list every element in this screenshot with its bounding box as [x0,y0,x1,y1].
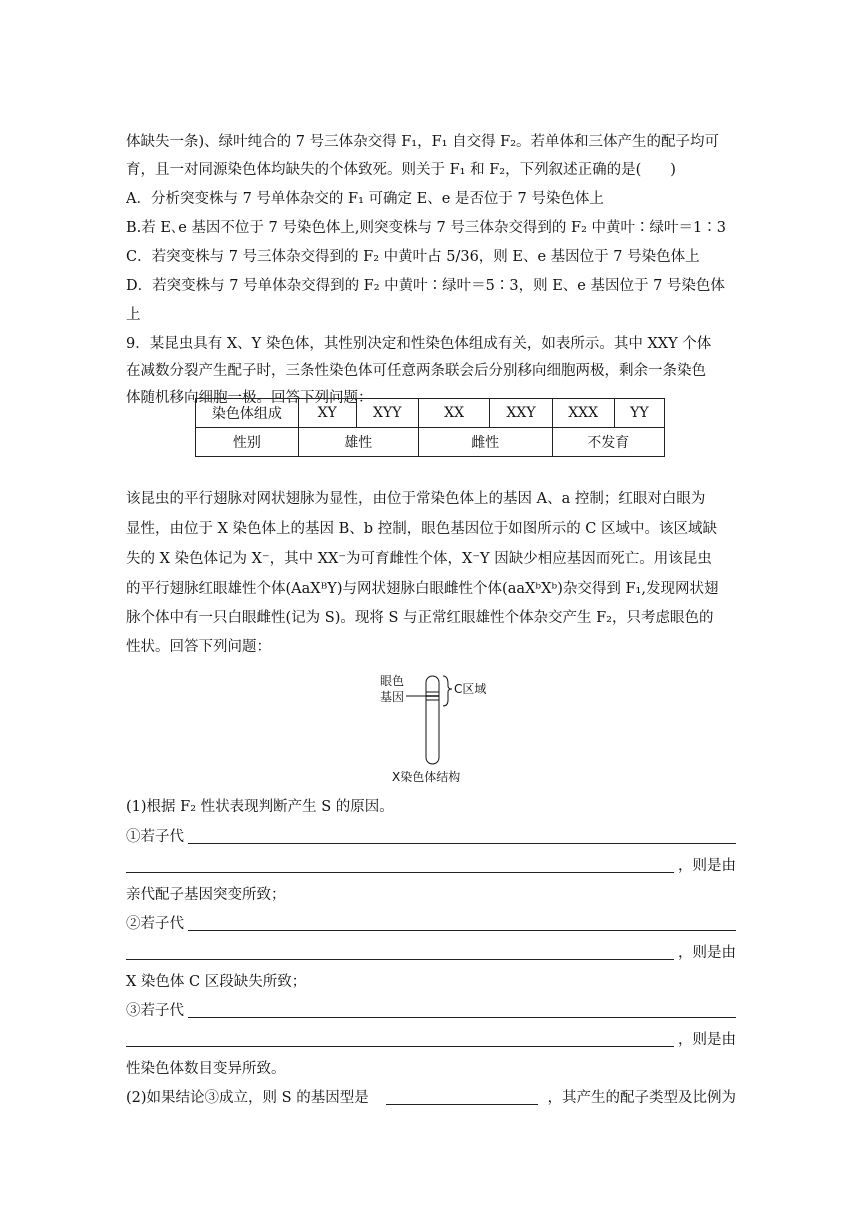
answer-line-2-cont [126,940,736,966]
answer-tail: ，则是由 [678,858,736,874]
answer-lead: ③若子代 [126,1003,184,1019]
answer-blank[interactable] [126,959,674,960]
option-a: A．分析突变株与 7 号单体杂交的 F₁ 可确定 E、e 是否位于 7 号染色体上 [126,191,604,207]
table-cell: YY [614,399,664,428]
intro-line: 体缺失一条)、绿叶纯合的 7 号三体杂交得 F₁，F₁ 自交得 F₂。若单体和三体产生的配子均可 [126,134,720,150]
genotype-blank[interactable] [386,1104,538,1105]
chromosome-table [195,398,665,457]
diagram-caption: X染色体结构 [392,770,461,784]
gene-label-line2: 基因 [380,690,405,704]
table-cell: XX [418,399,490,428]
option-d-continued: 上 [126,307,141,323]
question-9-line: 在减数分裂产生配子时，三条性染色体可任意两条联会后分别移向细胞两极，剩余一条染色 [126,363,706,379]
answer-line-3-cont [126,1027,736,1053]
answer-blank[interactable] [188,930,736,931]
table-cell: 雌性 [418,428,552,457]
answer-conclusion: X 染色体 C 区段缺失所致； [126,974,307,990]
table-header-label: 染色体组成 [196,399,299,428]
answer-conclusion: 性染色体数目变异所致。 [126,1061,286,1077]
gene-label-line1: 眼色 [380,674,405,688]
answer-lead: ②若子代 [126,916,184,932]
table-cell: XXY [490,399,552,428]
table-cell: 不发育 [552,428,664,457]
table-cell: 雄性 [298,428,418,457]
region-brace-icon [443,676,452,706]
chromosome-body [426,676,439,764]
paragraph-line: 性状。回答下列问题： [126,639,271,655]
sub2-tail: ，其产生的配子类型及比例为 [547,1090,736,1106]
answer-blank[interactable] [188,843,736,844]
paragraph-line: 脉个体中有一只白眼雌性(记为 S)。现将 S 与正常红眼雄性个体杂交产生 F₂，只考虑眼色的 [126,610,714,626]
sub1-prompt: (1)根据 F₂ 性状表现判断产生 S 的原因。 [126,799,394,815]
table-cell: XXX [552,399,614,428]
paragraph-line: 显性，由位于 X 染色体上的基因 B、b 控制，眼色基因位于如图所示的 C 区域中。该区域缺 [126,521,718,537]
table-row-label: 性别 [196,428,299,457]
option-b: B.若 E､e 基因不位于 7 号染色体上,则突变株与 7 号三体杂交得到的 F₂ 中黄叶∶绿叶＝1∶3 [126,220,726,236]
answer-line-2 [126,911,736,937]
table-row [196,428,665,457]
table-cell: XYY [356,399,418,428]
paragraph-line: 失的 X 染色体记为 X⁻，其中 XX⁻为可育雌性个体，X⁻Y 因缺少相应基因而死亡。用该昆虫 [126,551,712,567]
paragraph-line: 的平行翅脉红眼雄性个体(AaXᴮY)与网状翅脉白眼雌性个体(aaXᵇXᵇ)杂交得到 F₁,发现网状翅 [126,581,719,597]
question-9-line: 9．某昆虫具有 X、Y 染色体，其性别决定和性染色体组成有关，如表所示。其中 XXY 个体 [126,336,712,352]
paragraph-line: 该昆虫的平行翅脉对网状翅脉为显性，由位于常染色体上的基因 A、a 控制；红眼对白眼为 [126,491,706,507]
answer-line-1 [126,824,736,850]
answer-tail: ，则是由 [678,945,736,961]
sub2-lead: (2)如果结论③成立，则 S 的基因型是 [126,1090,369,1106]
answer-blank[interactable] [126,1046,674,1047]
option-d: D．若突变株与 7 号单体杂交得到的 F₂ 中黄叶∶绿叶＝5∶3，则 E、e 基因位于 7 号染色体 [126,278,725,294]
sub2-line [126,1085,736,1111]
table-row [196,399,665,428]
question-9-line: 体随机移向细胞一极。回答下列问题： [126,390,373,406]
region-label: C区域 [454,682,487,696]
answer-blank[interactable] [188,1017,736,1018]
x-chromosome-diagram [360,668,530,788]
intro-line: 育，且一对同源染色体均缺失的个体致死。则关于 F₁ 和 F₂，下列叙述正确的是( ) [126,162,676,178]
answer-conclusion: 亲代配子基因突变所致； [126,887,286,903]
answer-lead: ①若子代 [126,829,184,845]
answer-line-1-cont [126,853,736,879]
answer-line-3 [126,998,736,1024]
table-cell: XY [298,399,356,428]
answer-tail: ，则是由 [678,1032,736,1048]
answer-blank[interactable] [126,872,674,873]
option-c: C．若突变株与 7 号三体杂交得到的 F₂ 中黄叶占 5/36，则 E、e 基因位于 7 号染色体上 [126,249,700,265]
